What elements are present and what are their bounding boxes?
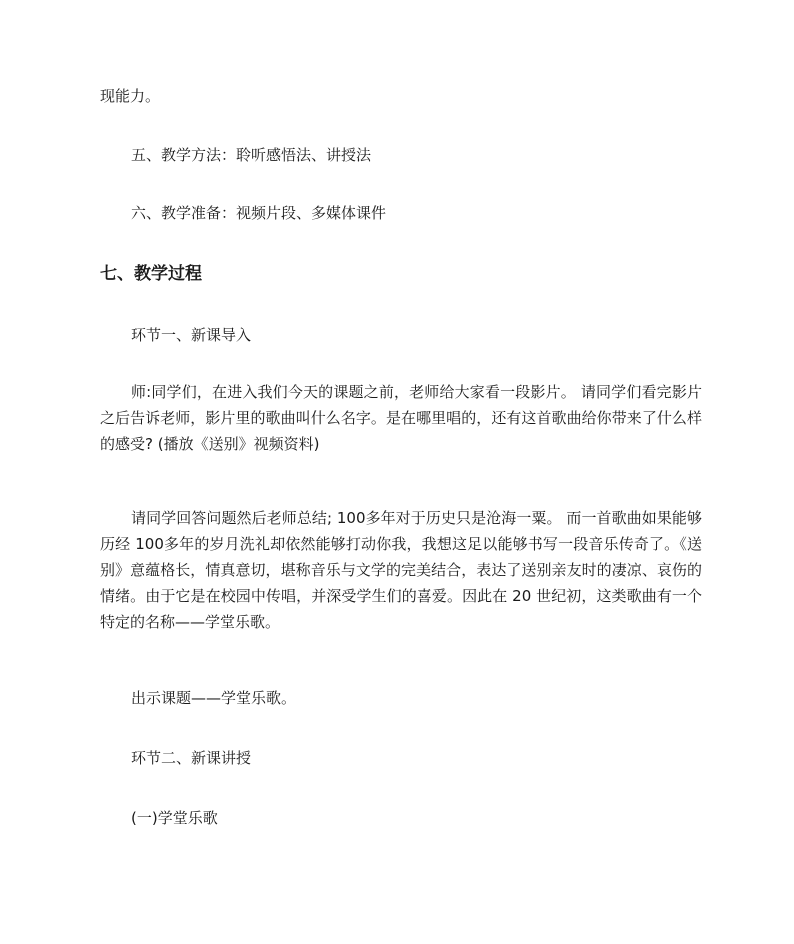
paragraph-teacher-intro: 师:同学们，在进入我们今天的课题之前，老师给大家看一段影片。 请同学们看完影片之后告诉老师，影片里的歌曲叫什么名字。是在哪里唱的，还有这首歌曲给你带来了什么样的感受? (播放《送别》视频资料) [100,383,702,453]
paragraph-summary: 请同学回答问题然后老师总结; 100多年对于历史只是沧海一粟。 而一首歌曲如果能够历经 100多年的岁月洗礼却依然能够打动你我，我想这足以能够书写一段音乐传奇了。《送别》意蕴格长，情真意切，堪称音乐与文学的完美结合，表达了送别亲友时的凄凉、哀伤的情绪。由于它是在校园中传唱，并深受学生们的喜爱。因此在 20 世纪初，这类歌曲有一个特定的名称——学堂乐歌。 [100,509,702,631]
section-teaching-process-heading: 七、教学过程 [100,264,202,284]
show-topic-line: 出示课题——学堂乐歌。 [131,689,297,707]
section-teaching-method: 五、教学方法：聆听感悟法、讲授法 [131,146,372,164]
section-teaching-preparation: 六、教学准备：视频片段、多媒体课件 [131,204,387,222]
step-one-title: 环节一、新课导入 [131,326,252,344]
continued-text: 现能力。 [100,87,161,105]
subsection-title: (一)学堂乐歌 [131,809,218,827]
step-two-title: 环节二、新课讲授 [131,749,252,767]
